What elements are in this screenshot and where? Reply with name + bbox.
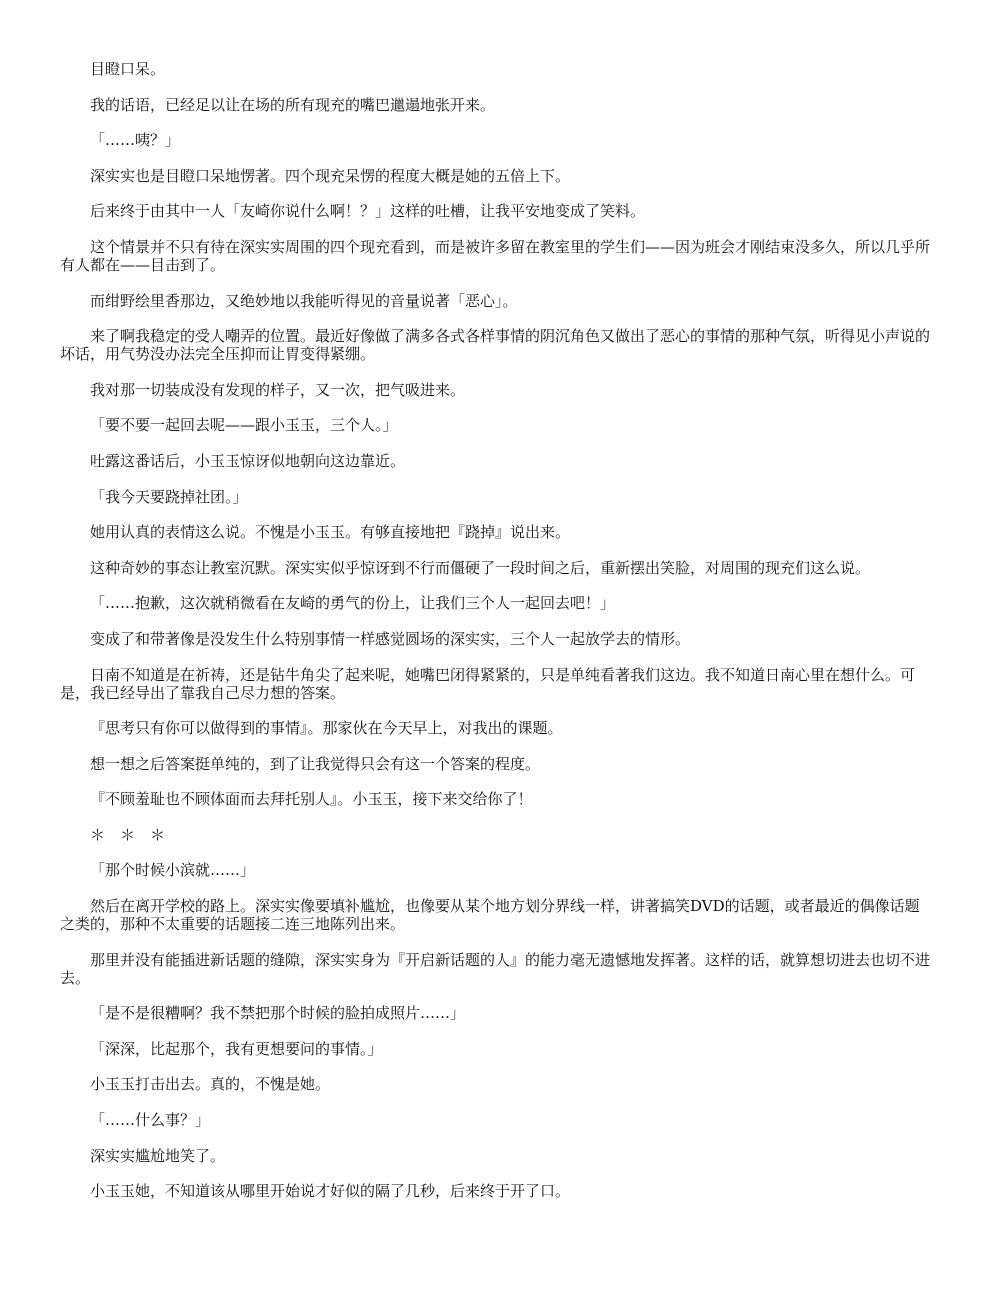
paragraph: 「……咦？」	[90, 131, 181, 150]
paragraph: 「那个时候小滨就……」	[90, 861, 256, 880]
paragraph: 「深深，比起那个，我有更想要问的事情。」	[90, 1039, 383, 1058]
paragraph: 『不顾羞耻也不顾体面而去拜托别人』。小玉玉，接下来交给你了！	[90, 790, 533, 809]
paragraph: 『思考只有你可以做得到的事情』。那家伙在今天早上，对我出的课题。	[90, 719, 563, 738]
paragraph: 「我今天要跷掉社团。」	[90, 487, 248, 506]
paragraph: 「……什么事？」	[90, 1111, 211, 1130]
paragraph: 「是不是很糟啊？我不禁把那个时候的脸拍成照片……」	[90, 1004, 466, 1023]
paragraph: 然后在离开学校的路上。深实实像要填补尴尬，也像要从某个地方划分界线一样，讲著搞笑DVD的话题，或者最近的偶像话题之类的，那种不太重要的话题接二连三地陈列出来。	[60, 897, 920, 934]
section-break: ＊ ＊ ＊	[90, 825, 166, 844]
paragraph: 日南不知道是在祈祷，还是钻牛角尖了起来呢，她嘴巴闭得紧紧的，只是单纯看著我们这边。我不知道日南心里在想什么。可是，我已经导出了靠我自己尽力想的答案。	[60, 665, 916, 702]
paragraph: 来了啊我稳定的受人嘲弄的位置。最近好像做了满多各式各样事情的阴沉角色又做出了恶心的事情的那种气氛，听得见小声说的坏话，用气势没办法完全压抑而让胃变得紧绷。	[60, 327, 931, 364]
paragraph: 我对那一切装成没有发现的样子，又一次，把气吸进来。	[90, 380, 466, 399]
paragraph: 后来终于由其中一人「友崎你说什么啊！？」这样的吐槽，让我平安地变成了笑料。	[90, 202, 646, 221]
paragraph: 「要不要一起回去呢——跟小玉玉，三个人。」	[90, 416, 398, 435]
paragraph: 这个情景并不只有待在深实实周围的四个现充看到，而是被许多留在教室里的学生们——因为班会才刚结束没多久，所以几乎所有人都在——目击到了。	[60, 237, 931, 274]
paragraph: 那里并没有能插进新话题的缝隙，深实实身为『开启新话题的人』的能力毫无遗憾地发挥著。这样的话，就算想切进去也切不进去。	[60, 950, 931, 987]
paragraph: 她用认真的表情这么说。不愧是小玉玉。有够直接地把『跷掉』说出来。	[90, 523, 571, 542]
paragraph: 小玉玉打击出去。真的，不愧是她。	[90, 1075, 331, 1094]
paragraph: 而绀野绘里香那边，又绝妙地以我能听得见的音量说著「恶心」。	[90, 291, 518, 310]
paragraph: 「……抱歉，这次就稍微看在友崎的勇气的份上，让我们三个人一起回去吧！」	[90, 594, 616, 613]
paragraph: 吐露这番话后，小玉玉惊讶似地朝向这边靠近。	[90, 451, 406, 470]
document-page	[60, 60, 930, 1218]
paragraph: 我的话语，已经足以让在场的所有现充的嘴巴邋遢地张开来。	[90, 95, 496, 114]
paragraph: 变成了和带著像是没发生什么特别事情一样感觉圆场的深实实，三个人一起放学去的情形。	[90, 629, 691, 648]
paragraph: 想一想之后答案挺单纯的，到了让我觉得只会有这一个答案的程度。	[90, 754, 541, 773]
paragraph: 这种奇妙的事态让教室沉默。深实实似乎惊讶到不行而僵硬了一段时间之后，重新摆出笑脸，对周围的现充们这么说。	[90, 558, 871, 577]
paragraph: 深实实也是目瞪口呆地愣著。四个现充呆愣的程度大概是她的五倍上下。	[90, 166, 571, 185]
paragraph: 小玉玉她，不知道该从哪里开始说才好似的隔了几秒，后来终于开了口。	[90, 1182, 571, 1201]
paragraph: 目瞪口呆。	[90, 60, 166, 78]
paragraph: 深实实尴尬地笑了。	[90, 1146, 226, 1165]
